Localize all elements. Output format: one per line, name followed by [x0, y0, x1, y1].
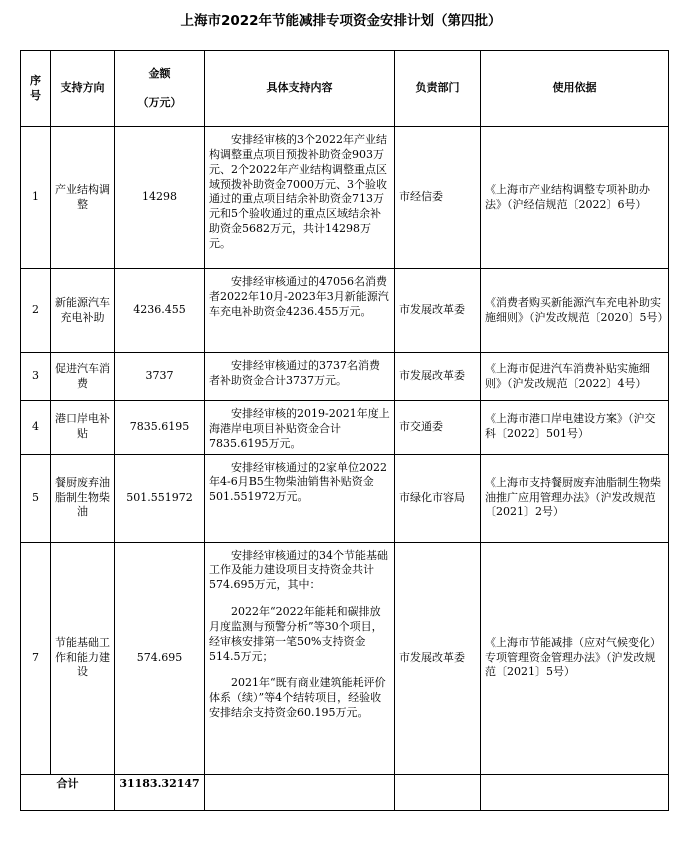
total-blank-basis	[481, 774, 669, 810]
total-amount: 31183.32147	[115, 774, 205, 810]
row-direction: 节能基础工作和能力建设	[51, 542, 115, 774]
row-direction: 产业结构调整	[51, 127, 115, 269]
row-direction: 港口岸电补贴	[51, 401, 115, 455]
total-blank-dept	[395, 774, 481, 810]
row-basis: 《上海市节能减排（应对气候变化）专项管理资金管理办法》（沪发改规范〔2021〕5号）	[481, 542, 669, 774]
row-amount: 501.551972	[115, 454, 205, 542]
content-paragraph: 安排经审核通过的2家单位2022年4-6月B5生物柴油销售补贴资金501.551972万元。	[209, 460, 387, 504]
table-row	[21, 353, 669, 401]
content-paragraph: 安排经审核通过的47056名消费者2022年10月-2023年3月新能源汽车充电补助资金4236.455万元。	[209, 275, 389, 318]
row-no: 5	[21, 454, 51, 542]
row-dept: 市交通委	[395, 401, 481, 455]
row-amount: 4236.455	[115, 269, 205, 353]
row-dept: 市发展改革委	[395, 269, 481, 353]
content-paragraph: 安排经审核的2019-2021年度上海港岸电项目补贴资金合计7835.6195万元。	[209, 407, 390, 450]
row-no: 7	[21, 542, 51, 774]
total-blank-content	[205, 774, 395, 810]
header-dept: 负责部门	[395, 51, 481, 127]
row-dept: 市经信委	[395, 127, 481, 269]
header-amount	[115, 51, 205, 127]
row-basis: 《上海市促进汽车消费补贴实施细则》（沪发改规范〔2022〕4号）	[481, 353, 669, 401]
table-body	[21, 127, 669, 811]
table-row	[21, 127, 669, 269]
table-row	[21, 542, 669, 774]
row-no: 4	[21, 401, 51, 455]
content-paragraph: 安排经审核通过的34个节能基础工作及能力建设项目支持资金共计574.695万元，其中：	[209, 548, 388, 592]
row-dept: 市发展改革委	[395, 353, 481, 401]
header-amount-line1: 金额	[148, 66, 171, 80]
table-row	[21, 401, 669, 455]
table-row	[21, 454, 669, 542]
row-amount: 574.695	[115, 542, 205, 774]
row-dept: 市绿化市容局	[395, 454, 481, 542]
row-content	[205, 542, 395, 774]
row-basis: 《上海市产业结构调整专项补助办法》（沪经信规范〔2022〕6号）	[481, 127, 669, 269]
header-no: 序号	[21, 51, 51, 127]
header-amount-line2: （万元）	[137, 95, 182, 109]
row-basis: 《消费者购买新能源汽车充电补助实施细则》（沪发改规范〔2020〕5号）	[481, 269, 669, 353]
row-no: 3	[21, 353, 51, 401]
row-content	[205, 401, 395, 455]
row-direction: 餐厨废弃油脂制生物柴油	[51, 454, 115, 542]
row-amount: 7835.6195	[115, 401, 205, 455]
total-label: 合计	[21, 774, 115, 810]
total-row	[21, 774, 669, 810]
table-row	[21, 269, 669, 353]
row-basis: 《上海市港口岸电建设方案》（沪交科〔2022〕501号）	[481, 401, 669, 455]
header-direction: 支持方向	[51, 51, 115, 127]
content-paragraph: 安排经审核的3个2022年产业结构调整重点项目预拨补助资金903万元、2个2022年产业结构调整重点区域预拨补助资金7000万元、3个验收通过的重点项目结余补助资金713万元和5个验收通过的重点区域结余补助资金5682万元，共计14298万元。	[209, 133, 387, 250]
row-dept: 市发展改革委	[395, 542, 481, 774]
row-content	[205, 127, 395, 269]
row-content	[205, 269, 395, 353]
row-direction: 新能源汽车充电补助	[51, 269, 115, 353]
page-title: 上海市2022年节能减排专项资金安排计划（第四批）	[180, 13, 502, 29]
funding-table	[20, 50, 669, 811]
header-basis: 使用依据	[481, 51, 669, 127]
header-content: 具体支持内容	[205, 51, 395, 127]
row-basis: 《上海市支持餐厨废弃油脂制生物柴油推广应用管理办法》（沪发改规范〔2021〕2号）	[481, 454, 669, 542]
row-amount: 14298	[115, 127, 205, 269]
content-paragraph: 2022年“2022年能耗和碳排放月度监测与预警分析”等30个项目，经审核安排第一笔50%支持资金514.5万元；	[209, 605, 383, 663]
header-row	[21, 51, 669, 127]
row-no: 1	[21, 127, 51, 269]
row-amount: 3737	[115, 353, 205, 401]
row-direction: 促进汽车消费	[51, 353, 115, 401]
row-content	[205, 454, 395, 542]
row-content	[205, 353, 395, 401]
content-paragraph: 安排经审核通过的3737名消费者补助资金合计3737万元。	[209, 359, 380, 387]
content-paragraph: 2021年“既有商业建筑能耗评价体系（续）”等4个结转项目，经验收安排结余支持资金60.195万元。	[209, 676, 386, 720]
row-no: 2	[21, 269, 51, 353]
